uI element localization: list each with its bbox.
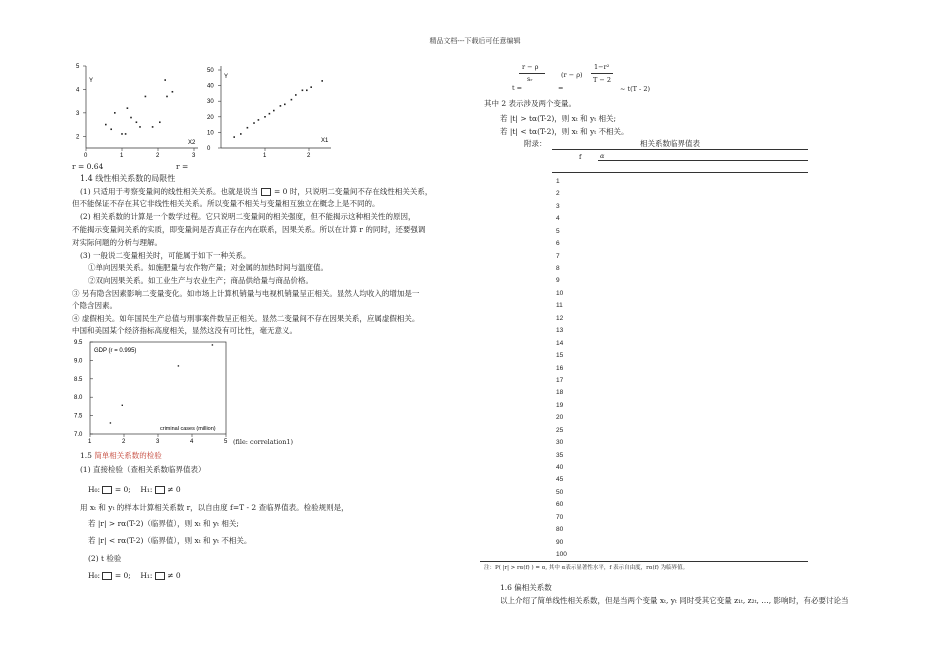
- test-1-rule-2: 若 |r| < rα(T-2)（临界值），则 xₜ 和 yₜ 不相关。: [88, 536, 252, 545]
- y-tick-label: 40: [207, 83, 214, 90]
- data-point: [127, 107, 129, 109]
- appendix-label: 附录：: [524, 139, 547, 148]
- data-point: [122, 405, 123, 406]
- y-tick-label: 8.5: [74, 376, 83, 383]
- table-row-label: 15: [556, 352, 564, 360]
- data-point: [164, 79, 166, 81]
- data-point: [264, 116, 266, 118]
- table-row-label: 60: [556, 501, 564, 509]
- x-tick-label: 1: [263, 153, 267, 159]
- section-1-6-text: 以上介绍了简单线性相关系数，但是当两个变量 xₜ, yₜ 同时受其它变量 z₁ₜ, z₂ₜ, …, 影响时，有必要讨论当: [500, 596, 849, 605]
- para-1-cont: 但不能保证不存在其它非线性相关关系。所以变量不相关与变量相互独立在概念上是不同的。: [72, 199, 380, 208]
- table-row-label: 80: [556, 526, 564, 534]
- x-tick-label: 1: [88, 439, 92, 445]
- x-tick-label: 2: [307, 153, 311, 159]
- data-point: [114, 112, 116, 114]
- data-point: [139, 126, 141, 128]
- data-point: [273, 110, 275, 112]
- y-tick-label: 9.5: [74, 340, 83, 346]
- scatter-plot-x1: [205, 62, 335, 160]
- test-1-rule-1: 若 |r| > rα(T-2)（临界值），则 xₜ 和 yₜ 相关;: [88, 519, 239, 528]
- table-rule-bottom: [480, 561, 808, 562]
- y-tick-label: 4: [76, 87, 80, 94]
- para-3-item-2: ②双向因果关系。如工业生产与农业生产；商品供给量与商品价格。: [88, 276, 313, 285]
- test-2-title: (2) t 检验: [88, 554, 122, 563]
- table-row-label: 18: [556, 389, 564, 397]
- test-1-title: (1) 直接检验（查相关系数临界值表）: [80, 465, 206, 474]
- r-value-1: r = 0.64: [72, 162, 104, 171]
- gdp-scatter-chart: [72, 338, 232, 446]
- y-tick-label: 9.0: [74, 358, 83, 365]
- para-3-item-4-cont: 中国和美国某个经济指标高度相关，显然这没有可比性，毫无意义。: [72, 326, 297, 335]
- table-row-label: 35: [556, 451, 564, 459]
- data-point: [233, 136, 235, 138]
- rho-icon: [102, 572, 112, 580]
- data-point: [306, 89, 308, 91]
- data-point: [105, 124, 107, 126]
- data-point: [258, 119, 260, 121]
- x-tick-label: 5: [224, 439, 228, 445]
- y-tick-label: 7.0: [74, 432, 83, 438]
- data-point: [136, 121, 138, 123]
- x-tick-label: 4: [190, 439, 194, 445]
- data-point: [240, 133, 242, 135]
- x-tick-label: 2: [156, 153, 160, 159]
- y-tick-label: 50: [207, 68, 214, 74]
- col-f-header: f: [579, 153, 582, 161]
- data-point: [178, 365, 179, 366]
- y-tick-label: 30: [207, 99, 214, 106]
- x-tick-label: 0: [84, 153, 88, 159]
- rho-icon: [155, 486, 165, 494]
- x-tick-label: 2: [122, 439, 126, 445]
- page-header: 精品文档---下载后可任意编辑: [429, 37, 521, 45]
- note: 其中 2 表示涉及两个变量。: [484, 99, 577, 108]
- hypothesis-1: H₀: = 0; H₁: ≠ 0: [88, 485, 181, 494]
- t-rule-1: 若 |t| > tα(T-2)，则 xₜ 和 yₜ 相关;: [500, 114, 617, 123]
- table-row-label: 8: [556, 265, 560, 273]
- table-row-label: 7: [556, 252, 560, 260]
- formula-rad-num: 1−r²: [594, 63, 610, 71]
- formula-t: t =: [512, 84, 523, 92]
- data-point: [166, 96, 168, 98]
- data-point: [110, 422, 111, 423]
- scatter-plot-x2: [70, 62, 202, 160]
- table-row-label: 1: [556, 178, 560, 185]
- y-tick-label: 3: [76, 110, 80, 117]
- x-tick-label: 3: [192, 153, 196, 159]
- x-axis-label: X1: [321, 138, 329, 144]
- formula-rad-den: T − 2: [593, 76, 612, 84]
- data-point: [172, 91, 174, 93]
- table-row-label: 90: [556, 538, 564, 546]
- y-axis-label: Y: [224, 74, 229, 80]
- para-2-cont2: 对实际问题的分析与理解。: [72, 238, 162, 247]
- data-point: [159, 121, 161, 123]
- formula-mid: (r − ρ): [561, 71, 583, 79]
- data-point: [284, 104, 286, 106]
- y-tick-label: 20: [207, 114, 214, 121]
- data-point: [291, 99, 293, 101]
- hypothesis-2: H₀: = 0; H₁: ≠ 0: [88, 571, 181, 580]
- table-row-label: 50: [556, 488, 564, 496]
- table-row-label: 6: [556, 240, 560, 248]
- data-point: [130, 117, 132, 119]
- table-row-label: 11: [556, 302, 563, 310]
- rho-icon: [261, 188, 271, 196]
- table-row-label: 5: [556, 227, 560, 235]
- file-note: (file: correlation1): [233, 438, 294, 446]
- rho-icon: [102, 486, 112, 494]
- col-alpha-header: α: [600, 152, 605, 160]
- table-rule-header: [552, 172, 808, 173]
- data-point: [269, 113, 271, 115]
- data-point: [152, 126, 154, 128]
- y-axis-label: Y: [89, 78, 94, 84]
- formula-denominator: sᵣ: [527, 75, 533, 83]
- table-rule-top: [552, 149, 808, 150]
- data-point: [280, 105, 282, 107]
- chart-x-label: criminal cases (million): [160, 426, 216, 432]
- x-tick-label: 3: [156, 439, 160, 445]
- para-3-item-3: ③ 另有隐含因素影响二变量变化。如市场上计算机销量与电视机销量呈正相关。显然人均收入的增加是一: [72, 289, 420, 298]
- data-point: [121, 133, 123, 135]
- table-row-label: 30: [556, 439, 564, 447]
- table-footnote: 注：P( |r| > rα(f) ) = α, 其中 α表示显著性水平，f 表示自由度，rα(f) 为临界值。: [484, 565, 689, 571]
- test-1-desc: 用 xₜ 和 yₜ 的样本计算相关系数 r，以自由度 f=T - 2 查临界值表。检验规则是，: [80, 503, 349, 512]
- para-3-item-1: ①单向因果关系。如施肥量与农作物产量；对金属的加热时间与温度值。: [88, 263, 328, 272]
- x-tick-label: 1: [120, 153, 124, 159]
- table-row-label: 16: [556, 364, 564, 372]
- table-row-label: 19: [556, 401, 564, 409]
- table-row-label: 70: [556, 513, 564, 521]
- table-row-label: 45: [556, 476, 564, 484]
- formula-numerator: r − ρ: [522, 63, 539, 71]
- table-row-label: 20: [556, 414, 564, 422]
- data-point: [295, 94, 297, 96]
- data-point: [212, 344, 213, 345]
- data-point: [302, 89, 304, 91]
- y-tick-label: 0: [207, 146, 211, 152]
- para-1: (1) 只适用于考察变量间的线性相关关系。也就是说当 = 0 时，只说明二变量间不存在线性相关关系，: [80, 187, 433, 196]
- para-2-cont: 不能揭示变量间关系的实质，即变量间是否真正存在内在联系，因果关系。所以在计算 r 的同时，还要强调: [72, 225, 426, 234]
- table-row-label: 12: [556, 314, 564, 322]
- data-point: [253, 122, 255, 124]
- chart-legend: GDP (r = 0.995): [94, 348, 137, 354]
- table-row-label: 25: [556, 426, 564, 434]
- y-tick-label: 7.5: [74, 413, 83, 420]
- data-point: [145, 96, 147, 98]
- table-row-label: 100: [556, 551, 567, 558]
- formula-eq: =: [558, 84, 564, 92]
- t-rule-2: 若 |t| < tα(T-2)，则 xₜ 和 yₜ 不相关。: [500, 127, 629, 136]
- y-tick-label: 10: [207, 130, 214, 137]
- data-point: [125, 133, 127, 135]
- table-row-label: 4: [556, 215, 560, 223]
- table-rule-mid: [598, 160, 808, 161]
- data-point: [110, 128, 112, 130]
- table-title: 相关系数临界值表: [640, 139, 700, 148]
- table-row-label: 3: [556, 202, 560, 210]
- section-1-6-title: 1.6 偏相关系数: [500, 583, 552, 592]
- para-3-item-4: ④ 虚假相关。如年国民生产总值与刑事案件数呈正相关。显然二变量间不存在因果关系，应属虚假相关。: [72, 314, 420, 323]
- data-point: [247, 127, 249, 129]
- table-row-label: 17: [556, 376, 564, 384]
- para-2: (2) 相关系数的计算是一个数学过程。它只说明二变量间的相关强度，但不能揭示这种相关性的原因，: [80, 212, 416, 221]
- data-point: [310, 86, 312, 88]
- table-row-label: 9: [556, 277, 560, 285]
- table-row-label: 40: [556, 463, 564, 471]
- y-tick-label: 8.0: [74, 395, 83, 402]
- rho-icon: [155, 572, 165, 580]
- data-point: [321, 80, 323, 82]
- table-row-label: 2: [556, 190, 560, 198]
- formula-rad-bar: [591, 73, 613, 74]
- y-tick-label: 2: [76, 134, 80, 141]
- y-tick-label: 5: [76, 64, 80, 70]
- section-1-5-title: 1.5 简单相关系数的检验: [80, 451, 162, 460]
- section-1-4-title: 1.4 线性相关系数的局限性: [80, 174, 176, 183]
- table-row-label: 14: [556, 339, 564, 347]
- formula-dist: ~ t(T - 2): [620, 85, 650, 93]
- table-row-label: 13: [556, 327, 564, 335]
- para-3-item-3-cont: 个隐含因素。: [72, 301, 117, 310]
- x-axis-label: X2: [188, 140, 196, 146]
- para-3: (3) 一般说二变量相关时，可能属于如下一种关系。: [80, 251, 251, 260]
- table-row-label: 10: [556, 289, 564, 297]
- r-value-2: r =: [176, 162, 189, 171]
